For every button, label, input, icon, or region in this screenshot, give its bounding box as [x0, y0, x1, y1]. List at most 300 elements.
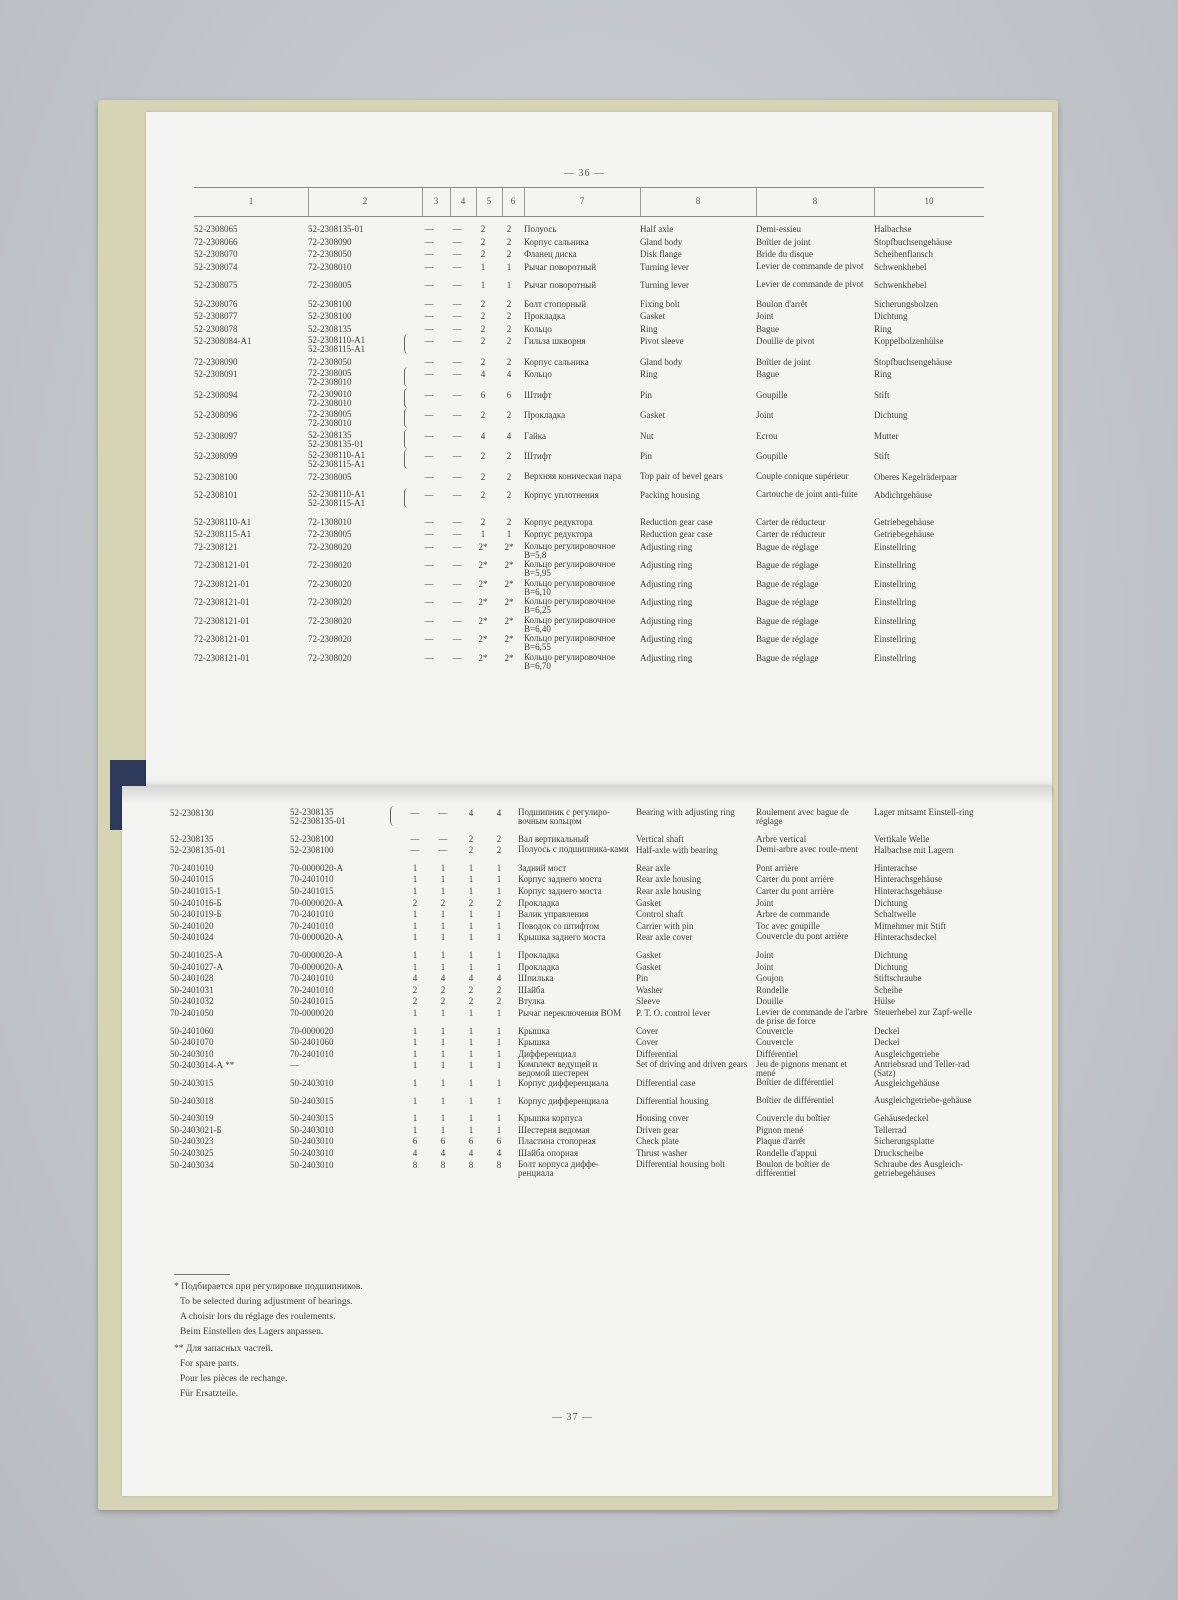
cell-qty-5: 1: [468, 862, 474, 873]
cell-part-number: 52-2308091: [194, 369, 238, 379]
cell-name-en: Packing housing: [640, 490, 700, 500]
cell-qty-6: 2: [506, 516, 512, 527]
cell-name-en: Adjusting ring: [640, 541, 693, 552]
cell-qty-4: —: [452, 529, 462, 539]
cell-qty-4: 1: [440, 920, 446, 931]
cell-qty-3: —: [424, 280, 434, 290]
cell-name-en: Pin: [640, 389, 653, 400]
cell-name-en: Washer: [636, 984, 663, 995]
cell-qty-3: 8: [412, 1159, 418, 1170]
cell-qty-4: 8: [440, 1159, 446, 1170]
cell-qty-5: 4: [468, 808, 474, 818]
cell-name-de: Deckel: [874, 1037, 900, 1048]
cell-name-de: Ausgleichgetriebe-gehäuse: [874, 1094, 972, 1105]
cell-part-number: 50-2401024: [170, 932, 214, 943]
cell-part-number: 50-2401015: [170, 874, 214, 885]
cell-qty-3: 1: [412, 1060, 418, 1071]
cell-part-number: 52-2308096: [194, 410, 238, 420]
table-row: [122, 1078, 1002, 1092]
cell-qty-6: 2*: [504, 541, 514, 552]
cell-name-de: Ausgleichgehäuse: [874, 1078, 940, 1088]
column-divider: [640, 188, 641, 216]
cell-qty-3: —: [424, 597, 434, 607]
column-header-6: 6: [510, 196, 516, 206]
cell-qty-4: —: [452, 541, 462, 552]
footnote-line: Beim Einstellen des Lagers anpassen.: [180, 1327, 324, 1337]
cell-qty-6: 8: [496, 1159, 502, 1170]
cell-part-number: 72-2308066: [194, 236, 238, 247]
cell-name-en: Cover: [636, 1037, 658, 1048]
cell-qty-4: —: [452, 389, 462, 400]
cell-name-de: Hinterachse: [874, 862, 917, 873]
cell-name-de: Vertikale Welle: [874, 833, 930, 844]
cell-qty-4: —: [452, 249, 462, 259]
cell-name-fr: Rondelle: [756, 984, 789, 995]
cell-name-fr: Boulon de boîtier de différentiel: [756, 1158, 830, 1178]
cell-part-number: 52-2308076: [194, 298, 238, 309]
cell-name-de: Dichtung: [874, 897, 908, 908]
cell-name-en: Pivot sleeve: [640, 336, 684, 346]
group-brace: [390, 806, 395, 826]
table-row: [122, 1007, 1002, 1026]
page-number-bottom: — 37 —: [552, 1412, 593, 1423]
column-divider: [308, 188, 309, 216]
cell-qty-6: 1: [496, 1124, 502, 1135]
cell-assembly-number: 70-2401010: [290, 874, 334, 885]
table-row: [146, 335, 1026, 354]
cell-assembly-number: 72-2308005: [308, 471, 352, 482]
cell-assembly-number: 70-2401010: [290, 1048, 334, 1059]
cell-assembly-number: 72-2308020: [308, 597, 352, 607]
cell-name-ru: Кольцо: [524, 323, 552, 334]
cell-name-ru: Кольцо регулировочное В=6,10: [524, 577, 616, 597]
cell-assembly-number: 50-2403010: [290, 1078, 334, 1088]
cell-qty-4: 1: [440, 1037, 446, 1048]
cell-qty-4: 1: [440, 961, 446, 972]
cell-part-number: 50-2403014-А **: [170, 1060, 235, 1071]
cell-name-fr: Goupille: [756, 451, 788, 461]
table-row: [146, 429, 1026, 449]
cell-qty-5: 2: [480, 490, 486, 500]
footnote-line: Pour les pièces de rechange.: [180, 1374, 288, 1384]
cell-qty-5: 2: [480, 298, 486, 309]
cell-part-number: 72-2308121-01: [194, 615, 250, 626]
cell-name-fr: Rondelle d'appui: [756, 1148, 817, 1158]
cell-part-number: 52-2308075: [194, 280, 238, 290]
table-row: [146, 651, 1026, 671]
cell-name-ru: Рычаг переключения ВОМ: [518, 1008, 622, 1018]
cell-qty-6: 2*: [504, 615, 514, 626]
cell-qty-4: 2: [440, 996, 446, 1007]
cell-name-fr: Ecrou: [756, 430, 778, 441]
cell-name-ru: Прокладка: [518, 950, 560, 960]
cell-name-en: Adjusting ring: [640, 578, 693, 589]
cell-assembly-number: 52-2308100: [308, 311, 352, 321]
table-row: [122, 807, 1002, 826]
cell-part-number: 50-2403025: [170, 1148, 214, 1158]
cell-qty-4: 1: [440, 874, 446, 885]
cell-qty-6: 2*: [504, 634, 514, 644]
cell-qty-6: 2: [506, 336, 512, 346]
cell-qty-6: 1: [496, 932, 502, 943]
cell-name-en: Reduction gear case: [640, 529, 713, 539]
cell-name-ru: Кольцо регулировочное В=5,95: [524, 559, 616, 578]
cell-name-ru: Прокладка: [518, 961, 560, 972]
cell-name-de: Ausgleichgetriebe: [874, 1048, 940, 1059]
table-row: [146, 472, 1026, 486]
cell-qty-5: 2: [480, 249, 486, 259]
cell-qty-3: 2: [412, 897, 418, 908]
cell-name-de: Steuerhebel zur Zapf-welle: [874, 1007, 972, 1017]
cell-qty-5: 1: [468, 874, 474, 885]
cell-qty-3: —: [424, 298, 434, 309]
cell-qty-4: 1: [440, 1060, 446, 1071]
page-fold-shadow: [122, 786, 1052, 804]
cell-name-de: Halbachse: [874, 224, 912, 234]
cell-name-en: Adjusting ring: [640, 634, 693, 644]
cell-qty-6: 1: [496, 862, 502, 873]
cell-name-de: Ring: [874, 323, 892, 334]
cell-name-de: Einstellring: [874, 634, 916, 644]
column-header-8: 8: [695, 196, 701, 206]
column-header-row: [194, 187, 984, 217]
cell-part-number: 52-2308135: [170, 833, 214, 844]
table-row: [122, 1096, 1002, 1110]
table-row: [146, 280, 1026, 294]
cell-qty-5: 2: [468, 996, 474, 1007]
cell-name-de: Einstellring: [874, 597, 916, 607]
cell-part-number: 72-2308121-01: [194, 652, 250, 663]
cell-qty-6: 4: [496, 973, 502, 984]
cell-qty-6: 2: [506, 236, 512, 247]
cell-name-ru: Задний мост: [518, 862, 567, 873]
cell-name-de: Getriebegehäuse: [874, 516, 934, 527]
cell-name-de: Scheibe: [874, 984, 903, 995]
cell-part-number: 52-2308065: [194, 224, 238, 234]
column-header-7: 7: [579, 196, 585, 206]
cell-assembly-number: 72-2308020: [308, 652, 352, 663]
cell-qty-5: 2: [468, 845, 474, 856]
cell-qty-3: 2: [412, 996, 418, 1007]
cell-qty-6: 1: [496, 1048, 502, 1059]
footnote-line: To be selected during adjustment of bearings.: [180, 1297, 353, 1307]
cell-qty-3: 1: [412, 862, 418, 873]
cell-assembly-number: 72-2308090: [308, 236, 352, 247]
cell-part-number: 50-2401020: [170, 920, 214, 931]
cell-qty-3: —: [424, 652, 434, 663]
cell-qty-6: 1: [496, 909, 502, 920]
cell-name-ru: Корпус заднего моста: [518, 874, 602, 885]
cell-qty-5: 2*: [478, 652, 488, 663]
cell-qty-5: 8: [468, 1159, 474, 1170]
cell-part-number: 52-2308101: [194, 490, 238, 500]
cell-name-ru: Кольцо: [524, 369, 552, 379]
cell-part-number: 50-2401032: [170, 996, 214, 1007]
cell-name-de: Stift: [874, 389, 890, 400]
cell-part-number: 52-2308135-01: [170, 845, 226, 856]
table-row: [146, 450, 1026, 469]
cell-assembly-number: 52-2308135 52-2308135-01: [290, 807, 346, 826]
cell-qty-5: 1: [468, 1060, 474, 1071]
cell-name-de: Hinterachsdeckel: [874, 932, 937, 943]
cell-name-fr: Joint: [756, 410, 774, 420]
cell-assembly-number: 70-0000020: [290, 1008, 334, 1018]
cell-assembly-number: 52-2308100: [290, 833, 334, 844]
cell-name-de: Antriebsrad und Teller-rad (Satz): [874, 1059, 970, 1079]
cell-qty-3: 1: [412, 909, 418, 920]
cell-qty-6: 4: [506, 430, 512, 441]
cell-qty-3: 1: [412, 920, 418, 931]
cell-name-fr: Carter du pont arrière: [756, 886, 834, 896]
cell-qty-4: 1: [440, 932, 446, 943]
cell-assembly-number: 72-2308020: [308, 560, 352, 570]
cell-name-ru: Прокладка: [518, 897, 560, 908]
cell-assembly-number: 70-2401010: [290, 920, 334, 931]
cell-qty-3: —: [424, 471, 434, 482]
cell-name-ru: Гильза шкворня: [524, 336, 586, 346]
cell-part-number: 50-2403010: [170, 1048, 214, 1059]
cell-part-number: 50-2401031: [170, 984, 214, 995]
group-brace: [404, 488, 409, 508]
cell-name-en: Differential housing: [636, 1095, 709, 1106]
cell-name-fr: Cartouche de joint anti-fuite: [756, 489, 858, 499]
cell-name-fr: Roulement avec bague de réglage: [756, 807, 849, 826]
cell-assembly-number: 72-1308010: [308, 516, 352, 527]
cell-qty-4: 6: [440, 1136, 446, 1147]
cell-name-ru: Пластина стопорная: [518, 1136, 596, 1147]
cell-assembly-number: 50-2403010: [290, 1159, 334, 1170]
cell-qty-3: 1: [412, 1025, 418, 1036]
cell-qty-3: —: [424, 311, 434, 321]
cell-qty-6: 1: [496, 950, 502, 960]
table-row: [122, 932, 1002, 946]
cell-qty-6: 1: [496, 920, 502, 931]
cell-name-ru: Шпилька: [518, 973, 554, 984]
cell-qty-6: 6: [506, 389, 512, 400]
cell-qty-5: 2*: [478, 560, 488, 570]
column-divider: [756, 188, 757, 216]
cell-part-number: 52-2308077: [194, 311, 238, 321]
cell-qty-5: 1: [468, 1008, 474, 1018]
cell-qty-4: —: [452, 311, 462, 321]
cell-qty-6: 1: [496, 1025, 502, 1036]
cell-qty-4: —: [452, 410, 462, 420]
cell-name-de: Einstellring: [874, 578, 916, 589]
cell-name-en: Gland body: [640, 236, 683, 247]
cell-qty-3: —: [410, 808, 420, 818]
cell-qty-4: —: [452, 451, 462, 461]
column-header-5: 5: [486, 196, 492, 206]
cell-qty-6: 1: [496, 874, 502, 885]
cell-qty-4: —: [438, 845, 448, 856]
table-row: [122, 1059, 1002, 1079]
cell-name-fr: Arbre de commande: [756, 909, 830, 920]
cell-name-en: Turning lever: [640, 280, 689, 290]
cell-qty-6: 4: [496, 808, 502, 818]
cell-qty-3: 1: [412, 1113, 418, 1124]
cell-name-ru: Кольцо регулировочное В=6,55: [524, 633, 616, 652]
cell-qty-5: 1: [468, 886, 474, 896]
cell-qty-4: —: [452, 224, 462, 234]
cell-part-number: 50-2401015-1: [170, 886, 221, 896]
cell-name-en: Housing cover: [636, 1113, 689, 1124]
cell-qty-4: —: [452, 634, 462, 644]
cell-qty-6: 2: [506, 311, 512, 321]
cell-qty-5: 1: [468, 1078, 474, 1088]
cell-name-fr: Couvercle: [756, 1025, 793, 1036]
cell-name-fr: Jeu de pignons menant et mené: [756, 1059, 847, 1079]
cell-qty-4: 1: [440, 1095, 446, 1106]
cell-name-de: Halbachse mit Lagern: [874, 845, 954, 856]
cell-qty-4: —: [452, 369, 462, 379]
cell-qty-3: 1: [412, 1048, 418, 1059]
cell-qty-3: —: [410, 833, 420, 844]
cell-assembly-number: 70-0000020-А: [290, 961, 343, 972]
cell-part-number: 50-2401070: [170, 1037, 214, 1048]
cell-qty-3: —: [424, 249, 434, 259]
cell-qty-6: 2: [506, 490, 512, 500]
cell-name-fr: Bague de réglage: [756, 615, 819, 626]
cell-name-en: Check plate: [636, 1136, 679, 1147]
cell-qty-6: 1: [506, 261, 512, 272]
cell-qty-6: 2: [496, 984, 502, 995]
cell-name-ru: Поводок со штифтом: [518, 920, 600, 931]
cell-name-fr: Couvercle du pont arrière: [756, 931, 849, 942]
group-brace: [404, 449, 409, 469]
cell-assembly-number: 50-2401015: [290, 886, 334, 896]
cell-assembly-number: 72-2308010: [308, 261, 352, 272]
cell-qty-6: 1: [506, 529, 512, 539]
cell-assembly-number: 52-2308135-01: [308, 224, 364, 234]
cell-qty-3: 1: [412, 1078, 418, 1088]
cell-name-de: Gehäusedeckel: [874, 1113, 929, 1124]
cell-name-fr: Couvercle: [756, 1037, 793, 1048]
cell-name-fr: Bague de réglage: [756, 597, 819, 607]
column-header-1: 1: [248, 196, 254, 206]
cell-assembly-number: 50-2403015: [290, 1113, 334, 1124]
cell-name-fr: Douille: [756, 996, 783, 1007]
table-row: [146, 388, 1026, 408]
cell-name-en: Differential: [636, 1048, 678, 1059]
footnote-separator: [174, 1274, 230, 1275]
column-divider: [450, 188, 451, 216]
cell-qty-5: 1: [468, 932, 474, 943]
cell-name-de: Stift: [874, 451, 890, 461]
cell-qty-5: 2: [480, 356, 486, 367]
cell-assembly-number: 70-2401010: [290, 909, 334, 920]
cell-name-en: Gasket: [636, 950, 661, 960]
cell-qty-6: 2: [506, 471, 512, 482]
column-header-9: 8: [812, 196, 818, 206]
cell-name-de: Hinterachsgehäuse: [874, 886, 942, 896]
cell-name-de: Lager mitsamt Einstell-ring: [874, 807, 974, 817]
cell-qty-3: —: [424, 261, 434, 272]
cell-name-en: Rear axle housing: [636, 886, 701, 896]
cell-name-de: Stiftschraube: [874, 973, 922, 984]
cell-qty-3: —: [424, 634, 434, 644]
cell-name-ru: Крышка заднего моста: [518, 932, 606, 943]
cell-name-ru: Дифференциал: [518, 1048, 577, 1059]
cell-qty-3: —: [424, 410, 434, 420]
cell-qty-3: —: [424, 323, 434, 334]
cell-name-ru: Полуось: [524, 224, 557, 234]
cell-qty-6: 2*: [504, 560, 514, 570]
cell-qty-4: 4: [440, 973, 446, 984]
cell-name-de: Schraube des Ausgleich-getriebegehäuses: [874, 1158, 963, 1178]
cell-name-en: Gasket: [640, 410, 665, 420]
cell-qty-5: 2*: [478, 615, 488, 626]
cell-part-number: 50-2403021-Б: [170, 1124, 222, 1135]
cell-name-en: Driven gear: [636, 1124, 679, 1135]
cell-qty-4: 1: [440, 862, 446, 873]
cell-qty-5: 2: [480, 323, 486, 334]
cell-name-fr: Bague: [756, 323, 779, 334]
cell-name-ru: Крышка: [518, 1037, 550, 1048]
cell-name-de: Koppelbolzenhülse: [874, 336, 944, 346]
cell-name-ru: Корпус редуктора: [524, 529, 593, 539]
cell-qty-4: —: [452, 490, 462, 500]
cell-qty-6: 1: [496, 1113, 502, 1124]
cell-assembly-number: 52-2308110-А1 52-2308115-А1: [308, 450, 366, 469]
cell-qty-5: 2: [480, 516, 486, 527]
cell-qty-4: 1: [440, 1025, 446, 1036]
cell-name-de: Getriebegehäuse: [874, 529, 934, 539]
cell-name-en: Pin: [636, 973, 649, 984]
cell-part-number: 50-2401060: [170, 1025, 214, 1036]
cell-qty-4: 1: [440, 909, 446, 920]
footnote-line: ** Для запасных частей.: [174, 1344, 273, 1354]
cell-name-en: Nut: [640, 430, 654, 441]
table-row: [146, 262, 1026, 276]
cell-name-en: Control shaft: [636, 909, 684, 920]
cell-part-number: 50-2401028: [170, 973, 214, 984]
cell-part-number: 52-2308110-А1: [194, 516, 252, 527]
cell-name-en: Sleeve: [636, 996, 660, 1007]
cell-name-ru: Корпус сальника: [524, 356, 589, 367]
group-brace: [404, 367, 409, 387]
column-divider: [524, 188, 525, 216]
cell-assembly-number: 50-2403010: [290, 1136, 334, 1147]
cell-qty-3: —: [424, 451, 434, 461]
cell-qty-4: —: [438, 808, 448, 818]
cell-qty-6: 4: [506, 369, 512, 379]
table-row: [146, 559, 1026, 578]
cell-qty-6: 2: [496, 833, 502, 844]
cell-qty-6: 2*: [504, 652, 514, 663]
cell-name-fr: Différentiel: [756, 1048, 798, 1059]
cell-name-fr: Bague de réglage: [756, 541, 819, 552]
table-row: [146, 577, 1026, 597]
cell-qty-6: 2: [506, 410, 512, 420]
cell-part-number: 52-2308070: [194, 249, 238, 259]
cell-assembly-number: 50-2403015: [290, 1095, 334, 1106]
footnote-single-star: [174, 1280, 363, 1340]
cell-name-de: Einstellring: [874, 652, 916, 663]
cell-qty-5: 2*: [478, 597, 488, 607]
cell-qty-5: 2: [480, 451, 486, 461]
cell-qty-3: —: [424, 389, 434, 400]
page-36: [146, 112, 1052, 794]
cell-qty-3: —: [424, 541, 434, 552]
cell-name-ru: Кольцо регулировочное В=6,40: [524, 614, 616, 634]
cell-qty-3: 1: [412, 961, 418, 972]
cell-qty-4: —: [452, 236, 462, 247]
cell-name-de: Hinterachsgehäuse: [874, 874, 942, 885]
cell-assembly-number: 50-2403010: [290, 1148, 334, 1158]
cell-qty-5: 2*: [478, 541, 488, 552]
cell-qty-5: 4: [468, 1148, 474, 1158]
cell-name-fr: Boîtier de différentiel: [756, 1077, 834, 1087]
